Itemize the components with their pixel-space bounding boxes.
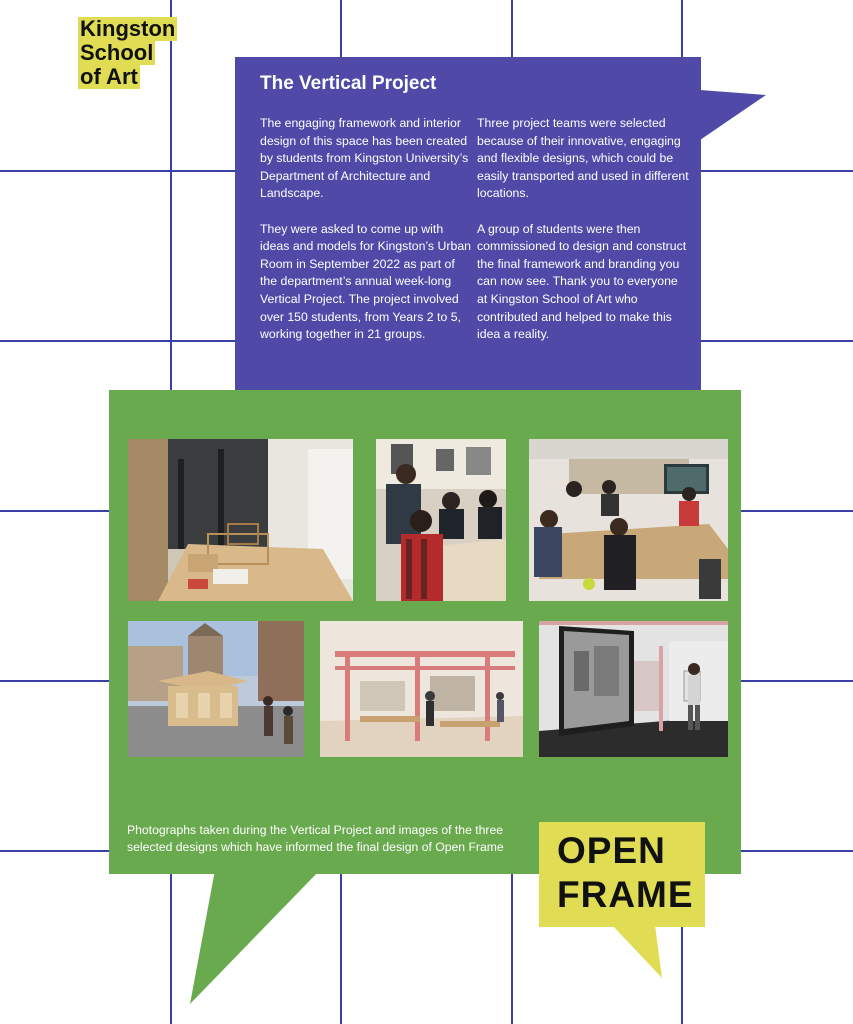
render-pink-frame bbox=[320, 621, 523, 757]
panel-paragraph: Three project teams were selected because of their innovative, engaging and flexible designs, which could be easily transported and used in different locations. bbox=[477, 116, 689, 201]
photo-students-working bbox=[376, 439, 506, 601]
logo-line-3: of Art bbox=[80, 64, 138, 89]
panel-paragraph: They were asked to come up with ideas and models for Kingston’s Urban Room in September 2022 as part of the department’s annual week-long Vertical Project. The project involved over 150 students, from Years 2 to 5, working together in 21 groups. bbox=[260, 221, 471, 342]
logo-line-1: Kingston bbox=[80, 16, 176, 41]
panel-column-left bbox=[260, 115, 472, 361]
photo-architecture-models bbox=[128, 439, 353, 601]
logo-line-2: School bbox=[80, 40, 154, 65]
panel-title: The Vertical Project bbox=[260, 73, 437, 94]
yellow-speech-tail bbox=[612, 925, 662, 978]
green-speech-tail bbox=[190, 870, 320, 1004]
open-frame-line-2: FRAME bbox=[557, 874, 694, 915]
kingston-logo bbox=[78, 17, 177, 89]
open-frame-line-1: OPEN bbox=[557, 830, 666, 871]
panel-paragraph: The engaging framework and interior design of this space has been created by students from Kingston University’s Department of Architecture and Landscape. bbox=[260, 116, 469, 201]
render-gallery-interior bbox=[539, 621, 728, 757]
panel-paragraph: A group of students were then commissioned to design and construct the final framework and branding you can now see. Thank you to everyone at Kingston School of Art who contributed and helped to make this idea a reality. bbox=[477, 221, 687, 342]
purple-speech-tail bbox=[700, 90, 766, 140]
panel-column-right bbox=[477, 115, 689, 361]
open-frame-title bbox=[557, 829, 694, 917]
photo-studio-group bbox=[529, 439, 728, 601]
photo-caption: Photographs taken during the Vertical Project and images of the three selected designs which have informed the final design of Open Frame bbox=[127, 823, 504, 854]
render-street-pavilion bbox=[128, 621, 304, 757]
vertical-project-panel bbox=[235, 57, 701, 391]
